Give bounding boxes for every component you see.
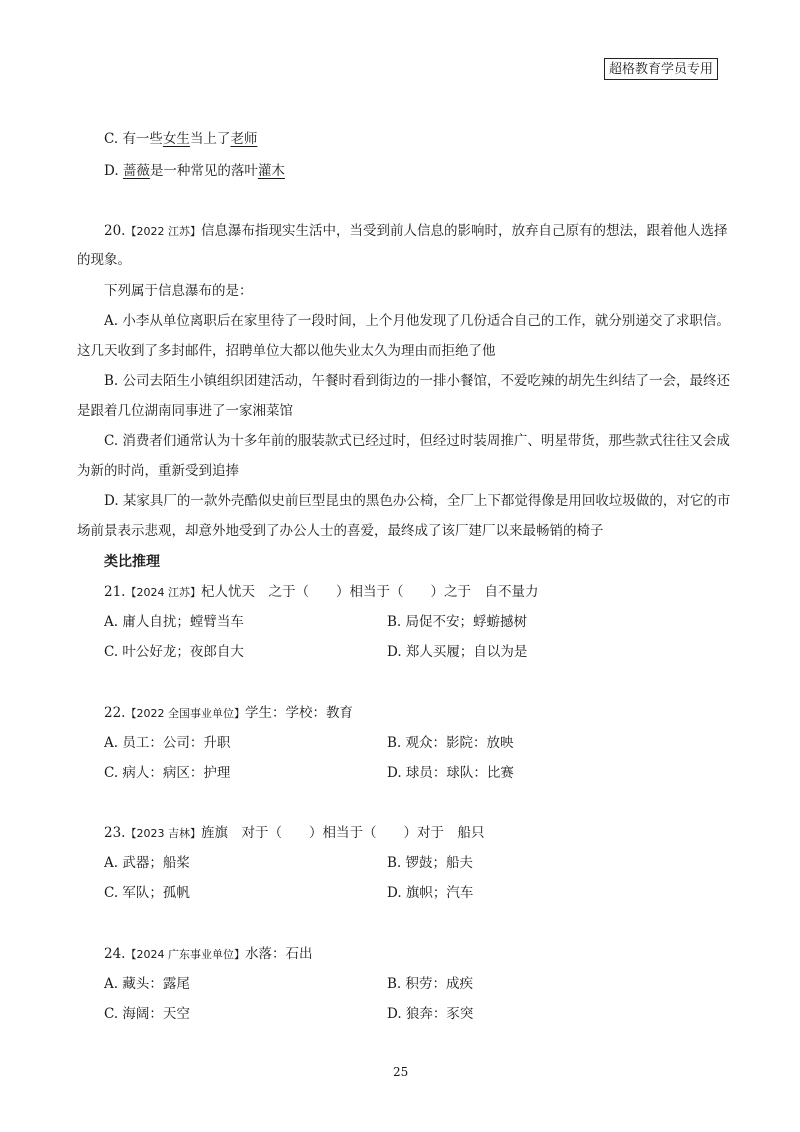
question-22-option-a[interactable]: A. 员工：公司：升职 [104,735,231,751]
option-text: 当上了 [189,131,231,147]
question-20-stem-cont: 的现象。 [77,252,131,268]
question-24-option-b[interactable]: B. 积劳：成疾 [387,976,474,992]
prev-option-c[interactable] [104,129,257,149]
question-23-option-b[interactable]: B. 锣鼓；船夫 [387,855,474,871]
underlined-word: 女生 [162,131,190,147]
question-22-option-d[interactable]: D. 球员：球队：比赛 [387,765,514,781]
question-24-option-a[interactable]: A. 藏头：露尾 [104,976,190,992]
question-source-tag: 【2022 江苏】 [125,225,201,238]
underlined-word: 蔷薇 [122,163,150,179]
option-text: D. 某家具厂的一款外壳酷似史前巨型昆虫的黑色办公椅，全厂上下都觉得像是用回收垃圾做的，对它的市 [104,493,731,509]
page-number: 25 [393,1065,409,1079]
question-22-stem [104,703,353,724]
option-text: 为新的时尚，重新受到追捧 [77,463,239,479]
question-stem-text: 旌旗 对于（ ）相当于（ ）对于 船只 [200,825,485,841]
option-label: D. [104,163,119,179]
question-source-tag: 【2024 江苏】 [125,586,201,599]
header-badge: 超格教育学员专用 [604,58,718,80]
question-23-option-a[interactable]: A. 武器；船桨 [104,855,190,871]
question-source-tag: 【2022 全国事业单位】 [125,707,245,720]
question-24-option-d[interactable]: D. 狼奔：豕突 [387,1006,474,1022]
question-number: 22. [104,705,126,721]
question-23-option-c[interactable]: C. 军队；孤帆 [104,885,190,901]
question-22-option-b[interactable]: B. 观众：影院：放映 [387,735,514,751]
question-number: 20. [104,223,126,239]
question-24-option-c[interactable]: C. 海阔：天空 [104,1006,190,1022]
underlined-word: 灌木 [257,163,285,179]
question-20-prompt: 下列属于信息瀑布的是： [104,283,253,299]
option-text: B. 公司去陌生小镇组织团建活动，午餐时看到街边的一排小餐馆，不爱吃辣的胡先生纠结了一会，最终还 [104,373,731,389]
section-title: 类比推理 [104,554,160,570]
option-label: C. [104,131,119,147]
question-number: 21. [104,584,126,600]
option-text: 有一些 [122,131,163,147]
question-21-option-b[interactable]: B. 局促不安；蜉蝣撼树 [387,614,528,630]
question-21-option-c[interactable]: C. 叶公好龙；夜郎自大 [104,644,244,660]
question-stem-text: 学生：学校：教育 [244,705,353,721]
question-stem-text: 杞人忧天 之于（ ）相当于（ ）之于 自不量力 [200,584,539,600]
question-24-stem [104,944,312,965]
question-23-stem [104,823,484,844]
option-text: 是一种常见的落叶 [149,163,258,179]
option-text: 是跟着几位湖南同事进了一家湘菜馆 [77,403,293,419]
question-number: 24. [104,946,126,962]
option-text: A. 小李从单位离职后在家里待了一段时间，上个月他发现了几份适合自己的工作，就分别递交了求职信。 [104,313,730,329]
question-21-stem [104,582,538,603]
question-21-option-a[interactable]: A. 庸人自扰；螳臂当车 [104,614,244,630]
option-text: 场前景表示悲观，却意外地受到了办公人士的喜爱，最终成了该厂建厂以来最畅销的椅子 [77,523,604,539]
question-20-stem [104,221,727,242]
question-number: 23. [104,825,126,841]
option-text: 这几天收到了多封邮件，招聘单位大都以他失业太久为理由而拒绝了他 [77,343,496,359]
question-stem-text: 水落：石出 [244,946,313,962]
question-21-option-d[interactable]: D. 郑人买履；自以为是 [387,644,528,660]
question-stem-text: 信息瀑布指现实生活中，当受到前人信息的影响时，放弃自己原有的想法，跟着他人选择 [200,223,728,239]
question-source-tag: 【2023 吉林】 [125,827,201,840]
option-text: C. 消费者们通常认为十多年前的服装款式已经过时，但经过时装周推广、明星带货，那些款式往往又会成 [104,433,730,449]
question-23-option-d[interactable]: D. 旗帜；汽车 [387,885,474,901]
question-source-tag: 【2024 广东事业单位】 [125,948,245,961]
prev-option-d[interactable] [104,161,285,181]
underlined-word: 老师 [230,131,258,147]
question-22-option-c[interactable]: C. 病人：病区：护理 [104,765,231,781]
